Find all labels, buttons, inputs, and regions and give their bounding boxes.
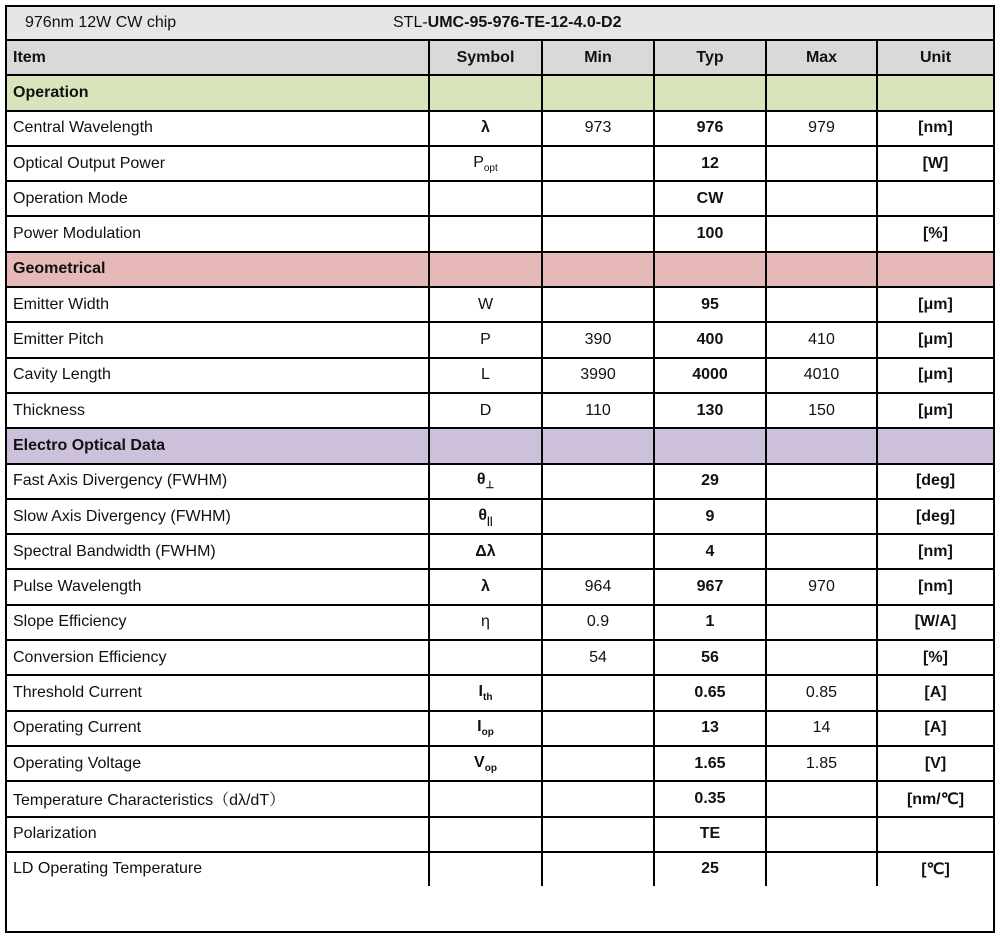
max-cell: 970 [766, 569, 877, 604]
typ-cell: 0.35 [654, 781, 766, 816]
max-cell: 410 [766, 322, 877, 357]
spec-row [7, 111, 993, 146]
symbol-cell [429, 569, 542, 604]
symbol-main: λ [481, 119, 490, 137]
title-bar [7, 7, 993, 41]
item-cell: Slope Efficiency [7, 605, 429, 640]
min-cell [542, 181, 654, 216]
symbol-main: L [481, 366, 490, 384]
section-cell [766, 428, 877, 463]
min-cell: 54 [542, 640, 654, 675]
max-cell [766, 852, 877, 886]
min-cell [542, 746, 654, 781]
min-cell [542, 216, 654, 251]
min-cell [542, 499, 654, 534]
unit-cell: [%] [877, 640, 993, 675]
unit-cell: [deg] [877, 464, 993, 499]
spec-row [7, 146, 993, 181]
symbol-main: I [477, 718, 482, 736]
typ-cell: 1 [654, 605, 766, 640]
symbol-cell [429, 216, 542, 251]
part-prefix: STL- [393, 14, 428, 31]
symbol-cell [429, 711, 542, 746]
section-cell [429, 75, 542, 110]
section-cell [654, 428, 766, 463]
symbol-subscript: op [481, 727, 494, 739]
symbol-subscript: op [484, 762, 497, 774]
item-cell: Temperature Characteristics（dλ/dT） [7, 781, 429, 816]
col-header-min: Min [542, 41, 654, 75]
symbol-main: V [474, 753, 485, 771]
item-cell: Operating Current [7, 711, 429, 746]
section-row [7, 75, 993, 110]
max-cell: 979 [766, 111, 877, 146]
col-header-symbol: Symbol [429, 41, 542, 75]
section-cell [766, 75, 877, 110]
max-cell [766, 464, 877, 499]
min-cell [542, 146, 654, 181]
max-cell: 0.85 [766, 675, 877, 710]
symbol-main: θ [476, 471, 486, 489]
spec-row [7, 181, 993, 216]
col-header-unit: Unit [877, 41, 993, 75]
max-cell [766, 181, 877, 216]
unit-cell: [V] [877, 746, 993, 781]
spec-row [7, 675, 993, 710]
max-cell [766, 499, 877, 534]
section-cell [654, 252, 766, 287]
part-number [393, 14, 622, 32]
min-cell [542, 852, 654, 886]
section-title: Geometrical [7, 252, 429, 287]
typ-cell: 967 [654, 569, 766, 604]
symbol-main: λ [481, 578, 490, 596]
min-cell [542, 534, 654, 569]
part-code: UMC-95-976-TE-12-4.0-D2 [427, 14, 622, 31]
typ-cell: 4000 [654, 358, 766, 393]
section-cell [877, 428, 993, 463]
col-header-max: Max [766, 41, 877, 75]
spec-row [7, 358, 993, 393]
item-cell: Conversion Efficiency [7, 640, 429, 675]
symbol-cell [429, 322, 542, 357]
max-cell: 150 [766, 393, 877, 428]
spec-row [7, 287, 993, 322]
spec-row [7, 746, 993, 781]
unit-cell: [nm] [877, 569, 993, 604]
min-cell [542, 817, 654, 852]
symbol-subscript: ⊥ [485, 480, 495, 492]
spec-table [7, 41, 993, 886]
max-cell: 1.85 [766, 746, 877, 781]
spec-row [7, 322, 993, 357]
section-cell [877, 75, 993, 110]
symbol-cell [429, 534, 542, 569]
min-cell: 3990 [542, 358, 654, 393]
item-cell: Polarization [7, 817, 429, 852]
spec-row [7, 852, 993, 886]
symbol-cell [429, 852, 542, 886]
section-cell [877, 252, 993, 287]
item-cell: LD Operating Temperature [7, 852, 429, 886]
symbol-subscript: || [487, 515, 493, 527]
symbol-cell [429, 146, 542, 181]
spec-row [7, 464, 993, 499]
spec-row [7, 216, 993, 251]
spec-row [7, 640, 993, 675]
typ-cell: CW [654, 181, 766, 216]
max-cell [766, 781, 877, 816]
item-cell: Thickness [7, 393, 429, 428]
typ-cell: 9 [654, 499, 766, 534]
header-row [7, 41, 993, 75]
symbol-cell [429, 605, 542, 640]
max-cell: 4010 [766, 358, 877, 393]
max-cell: 14 [766, 711, 877, 746]
spec-row [7, 711, 993, 746]
typ-cell: 95 [654, 287, 766, 322]
spec-row [7, 534, 993, 569]
symbol-main: P [480, 331, 491, 349]
symbol-cell [429, 499, 542, 534]
max-cell [766, 817, 877, 852]
unit-cell: [W] [877, 146, 993, 181]
typ-cell: 100 [654, 216, 766, 251]
typ-cell: 0.65 [654, 675, 766, 710]
unit-cell: [μm] [877, 287, 993, 322]
symbol-main: Δλ [475, 542, 496, 560]
symbol-subscript: opt [483, 162, 498, 174]
max-cell [766, 146, 877, 181]
typ-cell: 130 [654, 393, 766, 428]
item-cell: Central Wavelength [7, 111, 429, 146]
symbol-cell [429, 781, 542, 816]
section-cell [542, 252, 654, 287]
typ-cell: 13 [654, 711, 766, 746]
min-cell: 964 [542, 569, 654, 604]
min-cell: 390 [542, 322, 654, 357]
item-cell: Spectral Bandwidth (FWHM) [7, 534, 429, 569]
item-cell: Slow Axis Divergency (FWHM) [7, 499, 429, 534]
symbol-cell [429, 181, 542, 216]
max-cell [766, 216, 877, 251]
item-cell: Operation Mode [7, 181, 429, 216]
item-cell: Cavity Length [7, 358, 429, 393]
symbol-main: W [477, 295, 494, 313]
min-cell: 110 [542, 393, 654, 428]
min-cell [542, 675, 654, 710]
item-cell: Pulse Wavelength [7, 569, 429, 604]
symbol-cell [429, 746, 542, 781]
max-cell [766, 534, 877, 569]
unit-cell: [A] [877, 711, 993, 746]
section-cell [766, 252, 877, 287]
unit-cell: [deg] [877, 499, 993, 534]
item-cell: Optical Output Power [7, 146, 429, 181]
unit-cell [877, 817, 993, 852]
spec-row [7, 817, 993, 852]
section-cell [429, 428, 542, 463]
min-cell [542, 464, 654, 499]
section-cell [542, 75, 654, 110]
unit-cell: [μm] [877, 393, 993, 428]
col-header-item: Item [7, 41, 429, 75]
col-header-typ: Typ [654, 41, 766, 75]
symbol-cell [429, 640, 542, 675]
spec-row [7, 781, 993, 816]
typ-cell: 976 [654, 111, 766, 146]
symbol-main: P [473, 153, 484, 171]
typ-cell: TE [654, 817, 766, 852]
typ-cell: 12 [654, 146, 766, 181]
spec-row [7, 499, 993, 534]
section-title: Operation [7, 75, 429, 110]
max-cell [766, 287, 877, 322]
unit-cell: [μm] [877, 358, 993, 393]
max-cell [766, 605, 877, 640]
unit-cell: [nm/℃] [877, 781, 993, 816]
typ-cell: 56 [654, 640, 766, 675]
min-cell: 973 [542, 111, 654, 146]
min-cell: 0.9 [542, 605, 654, 640]
section-title: Electro Optical Data [7, 428, 429, 463]
symbol-main: I [478, 682, 483, 700]
symbol-cell [429, 817, 542, 852]
unit-cell: [%] [877, 216, 993, 251]
symbol-cell [429, 393, 542, 428]
unit-cell: [nm] [877, 111, 993, 146]
spec-row [7, 569, 993, 604]
item-cell: Power Modulation [7, 216, 429, 251]
spec-row [7, 605, 993, 640]
symbol-cell [429, 358, 542, 393]
spec-body [7, 75, 993, 886]
section-cell [542, 428, 654, 463]
item-cell: Fast Axis Divergency (FWHM) [7, 464, 429, 499]
chip-name: 976nm 12W CW chip [25, 14, 177, 31]
unit-cell: [nm] [877, 534, 993, 569]
symbol-main: D [479, 401, 492, 419]
min-cell [542, 781, 654, 816]
datasheet [5, 5, 995, 933]
min-cell [542, 711, 654, 746]
max-cell [766, 640, 877, 675]
section-cell [654, 75, 766, 110]
typ-cell: 25 [654, 852, 766, 886]
section-row [7, 252, 993, 287]
symbol-cell [429, 287, 542, 322]
unit-cell: [W/A] [877, 605, 993, 640]
section-cell [429, 252, 542, 287]
symbol-main: η [481, 613, 490, 631]
item-cell: Operating Voltage [7, 746, 429, 781]
symbol-cell [429, 111, 542, 146]
item-cell: Threshold Current [7, 675, 429, 710]
typ-cell: 1.65 [654, 746, 766, 781]
section-row [7, 428, 993, 463]
unit-cell [877, 181, 993, 216]
item-cell: Emitter Width [7, 287, 429, 322]
symbol-cell [429, 464, 542, 499]
unit-cell: [A] [877, 675, 993, 710]
item-cell: Emitter Pitch [7, 322, 429, 357]
typ-cell: 29 [654, 464, 766, 499]
unit-cell: [μm] [877, 322, 993, 357]
typ-cell: 400 [654, 322, 766, 357]
typ-cell: 4 [654, 534, 766, 569]
spec-row [7, 393, 993, 428]
symbol-main: θ [478, 506, 488, 524]
unit-cell: [℃] [877, 852, 993, 886]
symbol-cell [429, 675, 542, 710]
symbol-subscript: th [483, 691, 493, 703]
min-cell [542, 287, 654, 322]
